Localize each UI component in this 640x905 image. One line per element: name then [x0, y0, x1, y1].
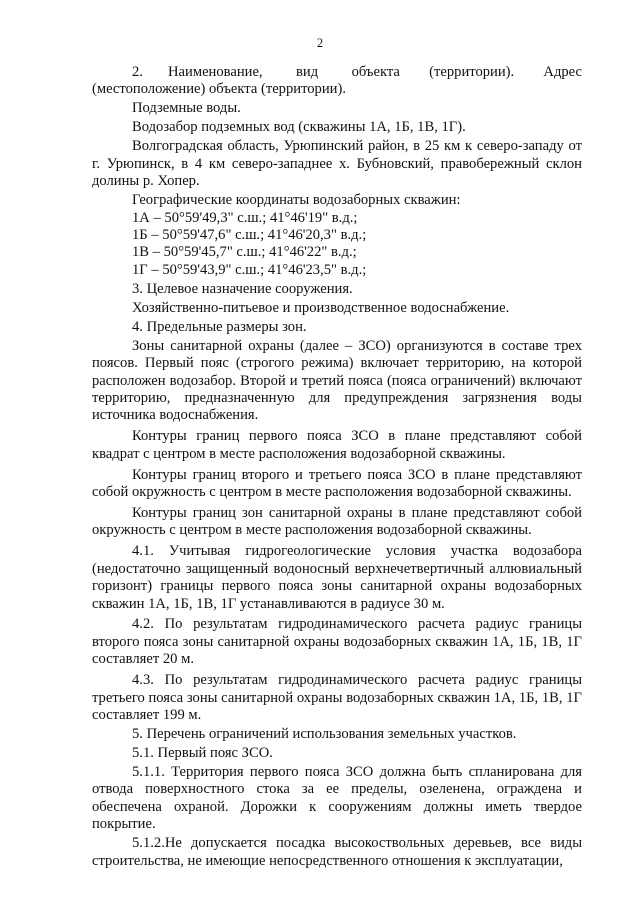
- paragraph-first-belt-contour: Контуры границ первого пояса ЗСО в плане представляют собой квадрат с центром в месте расположения водозаборной скважины.: [92, 428, 582, 462]
- paragraph-4-2: 4.2. По результатам гидродинамического расчета радиус границы второго пояса зоны санитарной охраны водозаборных скважин 1А, 1Б, 1В, 1Г составляет 20 м.: [92, 616, 582, 668]
- document-body: [92, 64, 582, 870]
- paragraph-object-name-heading: 2. Наименование, вид объекта (территории). Адрес (местоположение) объекта (территории).: [92, 64, 582, 98]
- paragraph-location: Волгоградская область, Урюпинский район, в 25 км к северо-западу от г. Урюпинск, в 4 км северо-западнее х. Бубновский, правобережный склон долины р. Хопер.: [92, 138, 582, 190]
- paragraph-zone-size-heading: 4. Предельные размеры зон.: [132, 318, 307, 335]
- paragraph-water-intake: Водозабор подземных вод (скважины 1А, 1Б, 1В, 1Г).: [132, 119, 466, 136]
- paragraph-5-1-2: 5.1.2.Не допускается посадка высокоствольных деревьев, все виды строительства, не имеющие непосредственного отношения к эксплуатации,: [92, 835, 582, 869]
- paragraph-purpose: Хозяйственно-питьевое и производственное водоснабжение.: [132, 299, 510, 316]
- paragraph-zones-contour: Контуры границ зон санитарной охраны в плане представляют собой окружность с центром в месте расположения водозаборной скважины.: [92, 505, 582, 539]
- coordinate-line-1g: 1Г – 50°59'43,9" с.ш.; 41°46'23,5" в.д.;: [132, 261, 367, 278]
- paragraph-zso-belts: Зоны санитарной охраны (далее – ЗСО) организуются в составе трех поясов. Первый пояс (строгого режима) включает территорию, на которой расположен водозабор. Второй и третий пояса (пояса ограничений) включают территорию, предназначенную для предупреждения загрязнения воды источника водоснабжения.: [92, 337, 582, 424]
- paragraph-object-type: Подземные воды.: [132, 100, 241, 117]
- paragraph-5-1-1: 5.1.1. Территория первого пояса ЗСО должна быть спланирована для отвода поверхностного стока за ее пределы, озеленена, ограждена и обеспечена охраной. Дорожки к сооружениям должны иметь твердое покрытие.: [92, 763, 582, 833]
- coordinate-line-1a: 1А – 50°59'49,3" с.ш.; 41°46'19" в.д.;: [132, 209, 358, 226]
- paragraph-4-1: 4.1. Учитывая гидрогеологические условия участка водозабора (недостаточно защищенный водоносный верхнечетвертичный аллювиальный горизонт) границы первого пояса зоны санитарной охраны водозаборных скважин 1А, 1Б, 1В, 1Г устанавливаются в радиусе 30 м.: [92, 543, 582, 612]
- paragraph-restrictions-heading: 5. Перечень ограничений использования земельных участков.: [132, 725, 517, 742]
- coordinate-line-1v: 1В – 50°59'45,7" с.ш.; 41°46'22" в.д.;: [132, 244, 357, 261]
- paragraph-4-3: 4.3. По результатам гидродинамического расчета радиус границы третьего пояса зоны санитарной охраны водозаборных скважин 1А, 1Б, 1В, 1Г составляет 199 м.: [92, 672, 582, 723]
- paragraph-purpose-heading: 3. Целевое назначение сооружения.: [132, 280, 353, 297]
- paragraph-second-third-contour: Контуры границ второго и третьего пояса ЗСО в плане представляют собой окружность с центром в месте расположения водозаборной скважины.: [92, 466, 582, 501]
- paragraph-5-1-heading: 5.1. Первый пояс ЗСО.: [132, 744, 273, 761]
- coordinate-line-1b: 1Б – 50°59'47,6" с.ш.; 41°46'20,3" в.д.;: [132, 227, 367, 244]
- paragraph-coordinates-heading: Географические координаты водозаборных скважин:: [132, 192, 461, 209]
- page-number: 2: [316, 36, 324, 50]
